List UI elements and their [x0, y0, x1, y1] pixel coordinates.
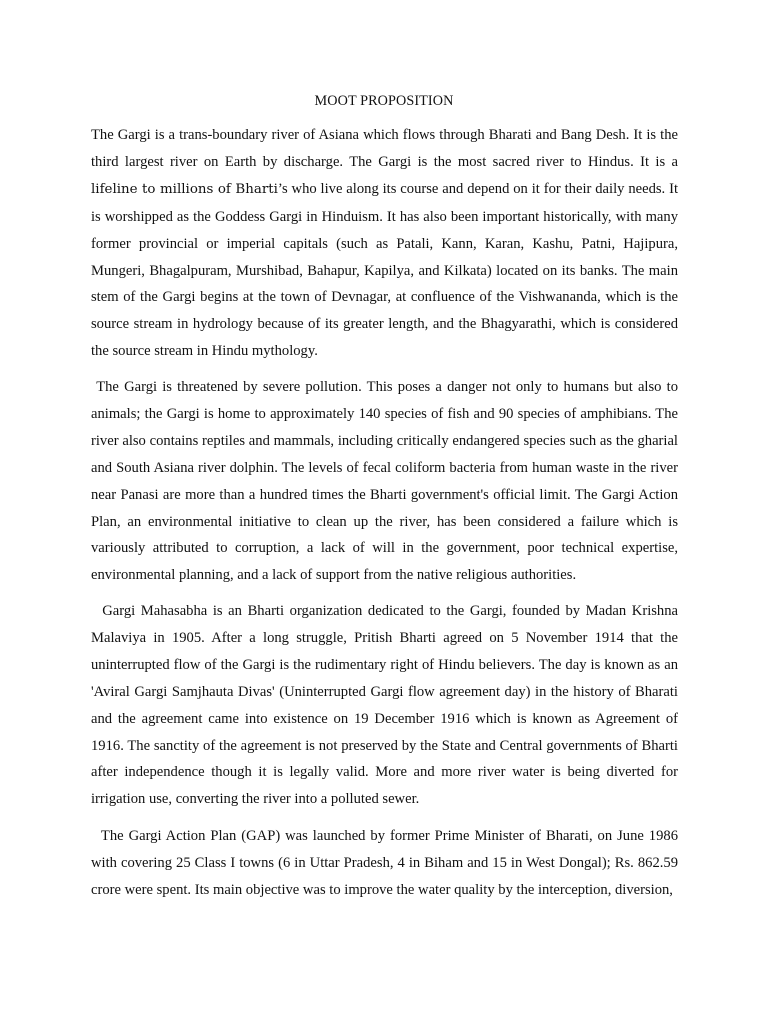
paragraph-4-text: The Gargi Action Plan (GAP) was launched by former Prime Minister of Bharati, on June 1986 with covering 25 Class I towns (6 in Uttar Pradesh, 4 in Biham and 15 in West Dongal); Rs. 862.59 crore were spent. Its main objective was to improve the water quality by the interception, diversion,: [91, 828, 678, 898]
paragraph-2: [91, 374, 678, 589]
paragraph-3: [91, 598, 678, 813]
paragraph-1-text-start: The Gargi is a trans-boundary river of Asiana which flows through Bharati and Bang Desh. It is the third largest river on Earth by discharge. The Gargi is the most sacred river to Hindus. It is a: [91, 127, 678, 170]
paragraph-3-text: Gargi Mahasabha is an Bharti organization dedicated to the Gargi, founded by Madan Krishna Malaviya in 1905. After a long struggle, Pritish Bharti agreed on 5 November 1914 that the uninterrupted flow of the Gargi is the rudimentary right of Hindu believers. The day is known as an 'Aviral Gargi Samjhauta Divas' (Uninterrupted Gargi flow agreement day) in the history of Bharati and the agreement came into existence on 19 December 1916 which is known as Agreement of 1916. The sanctity of the agreement is not preserved by the State and Central governments of Bharti after independence though it is legally valid. More and more river water is being diverted for irrigation use, converting the river into a polluted sewer.: [91, 603, 679, 808]
paragraph-4: [91, 823, 678, 904]
document-title: MOOT PROPOSITION: [314, 93, 454, 109]
paragraph-1-highlight: lifeline to millions of Bharti: [91, 181, 278, 197]
paragraph-1-text-end: ’s who live along its course and depend on it for their daily needs. It is worshipped as the Goddess Gargi in Hinduism. It has also been important historically, with many former provincial or imperial capitals (such as Patali, Kann, Karan, Kashu, Patni, Hajipura, Mungeri, Bhagalpuram, Murshibad, Bahapur, Kapilya, and Kilkata) located on its banks. The main stem of the Gargi begins at the town of Devnagar, at confluence of the Vishwananda, which is the source stream in hydrology because of its greater length, and the Bhagyarathi, which is considered the source stream in Hindu mythology.: [91, 180, 678, 360]
paragraph-1: [91, 122, 678, 365]
paragraph-2-text: The Gargi is threatened by severe pollution. This poses a danger not only to humans but also to animals; the Gargi is home to approximately 140 species of fish and 90 species of amphibians. The river also contains reptiles and mammals, including critically endangered species such as the gharial and South Asiana river dolphin. The levels of fecal coliform bacteria from human waste in the river near Panasi are more than a hundred times the Bharti government's official limit. The Gargi Action Plan, an environmental initiative to clean up the river, has been considered a failure which is variously attributed to corruption, a lack of will in the government, poor technical expertise, environmental planning, and a lack of support from the native religious authorities.: [91, 379, 678, 584]
